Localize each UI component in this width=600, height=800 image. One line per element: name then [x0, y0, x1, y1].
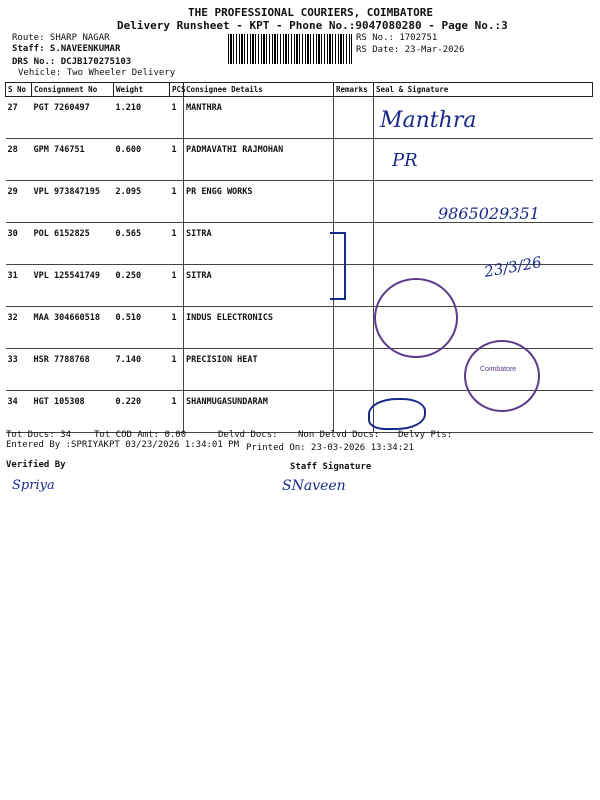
row-pcs: 1 — [170, 265, 184, 307]
drs-label: DRS No.: DCJB170275103 — [12, 57, 132, 67]
signature-manthra: Manthra — [380, 108, 477, 133]
runsheet-subtitle: Delivery Runsheet - KPT - Phone No.:9047080280 - Page No.:3 — [117, 19, 508, 32]
row-sno: 32 — [6, 307, 32, 349]
signature-scribble — [368, 398, 426, 430]
col-weight: Weight — [114, 83, 170, 97]
row-sno: 28 — [6, 139, 32, 181]
row-pcs: 1 — [170, 139, 184, 181]
staff-label: Staff: S.NAVEENKUMAR — [12, 44, 121, 54]
row-consignment: POL 6152825 — [32, 223, 114, 265]
tot-docs: Tot Docs: 34 — [6, 430, 72, 440]
row-consignment: GPM 746751 — [32, 139, 114, 181]
row-sno: 29 — [6, 181, 32, 223]
row-pcs: 1 — [170, 391, 184, 433]
verified-signature: Spriya — [12, 478, 55, 493]
row-pcs: 1 — [170, 97, 184, 139]
col-sno: S No — [6, 83, 32, 97]
row-sno: 30 — [6, 223, 32, 265]
row-pcs: 1 — [170, 181, 184, 223]
row-weight: 0.220 — [114, 391, 170, 433]
row-remarks — [334, 307, 374, 349]
row-weight: 0.250 — [114, 265, 170, 307]
stamp-text: Coimbatore — [480, 366, 517, 373]
row-weight: 7.140 — [114, 349, 170, 391]
row-consignee: INDUS ELECTRONICS — [184, 307, 334, 349]
signature-date: 23/3/26 — [482, 253, 543, 281]
row-weight: 0.600 — [114, 139, 170, 181]
tot-cod: Tot COD Amt: 0.00 — [94, 430, 187, 440]
row-consignee: PR ENGG WORKS — [184, 181, 334, 223]
entered-by: Entered By :SPRIYAKPT 03/23/2026 1:34:01 PM — [6, 440, 239, 450]
printed-on: Printed On: 23-03-2026 13:34:21 — [246, 443, 414, 453]
remarks-bracket — [330, 232, 346, 300]
rs-number: RS No.: 1702751 — [356, 33, 438, 43]
barcode — [228, 34, 352, 64]
row-weight: 0.565 — [114, 223, 170, 265]
row-signature — [374, 223, 593, 265]
company-title: THE PROFESSIONAL COURIERS, COIMBATORE — [188, 6, 434, 19]
signature-pr: PR — [392, 150, 418, 171]
col-consignment: Consignment No — [32, 83, 114, 97]
company-stamp-2 — [464, 340, 540, 412]
row-sno: 27 — [6, 97, 32, 139]
row-remarks — [334, 181, 374, 223]
row-weight: 2.095 — [114, 181, 170, 223]
col-consignee: Consignee Details — [184, 83, 334, 97]
signature-phone: 9865029351 — [438, 204, 540, 223]
row-consignment: HSR 7788768 — [32, 349, 114, 391]
row-consignment: HGT 105308 — [32, 391, 114, 433]
row-remarks — [334, 139, 374, 181]
rs-date: RS Date: 23-Mar-2026 — [356, 45, 465, 55]
row-consignee: SHANMUGASUNDARAM — [184, 391, 334, 433]
row-consignee: SITRA — [184, 223, 334, 265]
vehicle-label: Vehicle: Two Wheeler Delivery — [18, 68, 176, 78]
row-pcs: 1 — [170, 307, 184, 349]
row-sno: 33 — [6, 349, 32, 391]
col-signature: Seal & Signature — [374, 83, 593, 97]
row-sno: 34 — [6, 391, 32, 433]
table-header — [6, 83, 593, 97]
delvy-pts: Delvy Pts: — [398, 430, 453, 440]
staff-handwritten-signature: SNaveen — [282, 478, 346, 494]
non-delvd-docs: Non Delvd Docs: — [298, 430, 380, 440]
table-row — [6, 97, 593, 139]
row-pcs: 1 — [170, 223, 184, 265]
route-label: Route: SHARP NAGAR — [12, 33, 110, 43]
delvd-docs: Delvd Docs: — [218, 430, 278, 440]
row-remarks — [334, 97, 374, 139]
row-consignee: SITRA — [184, 265, 334, 307]
row-consignment: MAA 304660518 — [32, 307, 114, 349]
table-row — [6, 139, 593, 181]
verified-by-label: Verified By — [6, 460, 66, 470]
row-weight: 1.210 — [114, 97, 170, 139]
col-remarks: Remarks — [334, 83, 374, 97]
row-consignee: PRECISION HEAT — [184, 349, 334, 391]
col-pcs: PCS — [170, 83, 184, 97]
row-weight: 0.510 — [114, 307, 170, 349]
row-sno: 31 — [6, 265, 32, 307]
row-pcs: 1 — [170, 349, 184, 391]
row-remarks — [334, 349, 374, 391]
row-consignee: MANTHRA — [184, 97, 334, 139]
company-stamp-1 — [374, 278, 458, 358]
staff-signature-label: Staff Signature — [290, 462, 372, 472]
row-consignee: PADMAVATHI RAJMOHAN — [184, 139, 334, 181]
row-consignment: VPL 973847195 — [32, 181, 114, 223]
row-consignment: VPL 125541749 — [32, 265, 114, 307]
row-consignment: PGT 7260497 — [32, 97, 114, 139]
